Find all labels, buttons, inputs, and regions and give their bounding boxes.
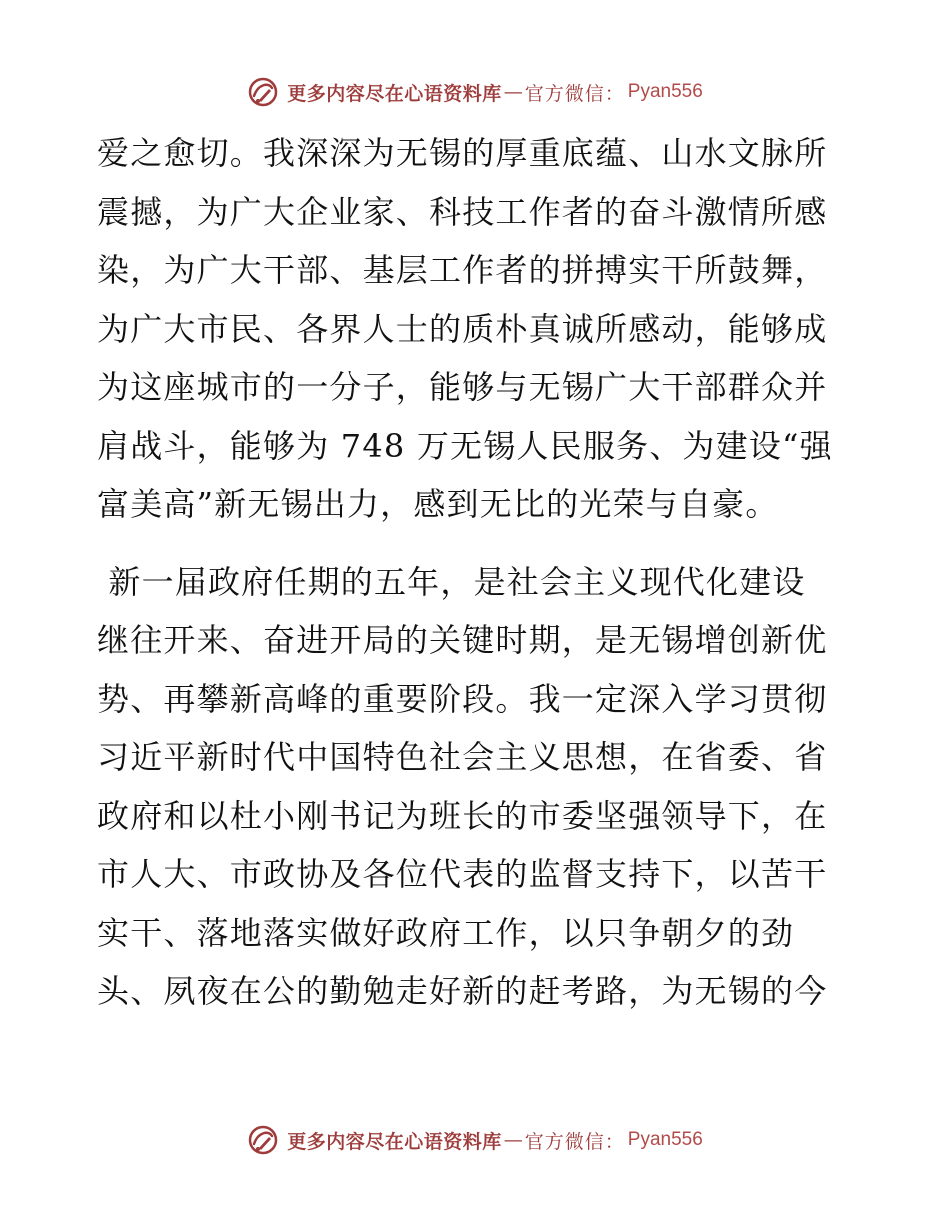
watermark-colon: ： [604, 1130, 624, 1153]
pen-swirl-logo-icon [247, 1124, 279, 1156]
text-line: 实干、落地落实做好政府工作，以只争朝夕的劲 [97, 913, 795, 952]
text-line: 为这座城市的一分子，能够与无锡广大干部群众并 [97, 368, 828, 406]
paragraph-2 [97, 553, 847, 1021]
text-line: 继往开来、奋进开局的关键时期，是无锡增创新优 [97, 621, 828, 659]
text-line: 政府和以杜小刚书记为班长的市委坚强领导下，在 [97, 796, 828, 835]
watermark-wechat-id: Pyan556 [627, 81, 703, 102]
text-line: 爱之愈切。我深深为无锡的厚重底蕴、山水文脉所 [97, 134, 828, 172]
watermark-colon: ： [604, 82, 624, 105]
text-line: 为广大市民、各界人士的质朴真诚所感动，能够成 [97, 309, 828, 348]
text-line: 势、再攀新高峰的重要阶段。我一定深入学习贯彻 [97, 679, 828, 718]
text-line: 染，为广大干部、基层工作者的拼搏实干所鼓舞， [97, 251, 828, 289]
header-watermark [0, 72, 950, 112]
watermark-wechat-label: 官方微信 [524, 82, 605, 105]
document-body [97, 124, 847, 1021]
watermark-dash: — [503, 1129, 523, 1151]
text-line: 市人大、市政协及各位代表的监督支持下，以苦干 [97, 855, 828, 893]
text-line: 震撼，为广大企业家、科技工作者的奋斗激情所感 [97, 192, 828, 231]
text-line: 肩战斗，能够为 748 万无锡人民服务、为建设“强 [97, 426, 833, 465]
paragraph-spacer [97, 534, 847, 553]
paragraph-1 [97, 124, 847, 534]
watermark-wechat-id: Pyan556 [627, 1129, 703, 1150]
text-line: 习近平新时代中国特色社会主义思想，在省委、省 [97, 738, 828, 776]
text-line: 富美高”新无锡出力，感到无比的光荣与自豪。 [97, 485, 779, 523]
watermark-site-text: 更多内容尽在心语资料库 [287, 1130, 502, 1153]
pen-swirl-logo-icon [247, 76, 279, 108]
watermark-dash: — [503, 81, 523, 103]
footer-watermark [0, 1120, 950, 1160]
text-line: 头、夙夜在公的勤勉走好新的赶考路，为无锡的今 [97, 972, 828, 1010]
text-line: 新一届政府任期的五年，是社会主义现代化建设 [97, 562, 806, 601]
watermark-wechat-label: 官方微信 [524, 1130, 605, 1153]
watermark-site-text: 更多内容尽在心语资料库 [287, 82, 502, 105]
